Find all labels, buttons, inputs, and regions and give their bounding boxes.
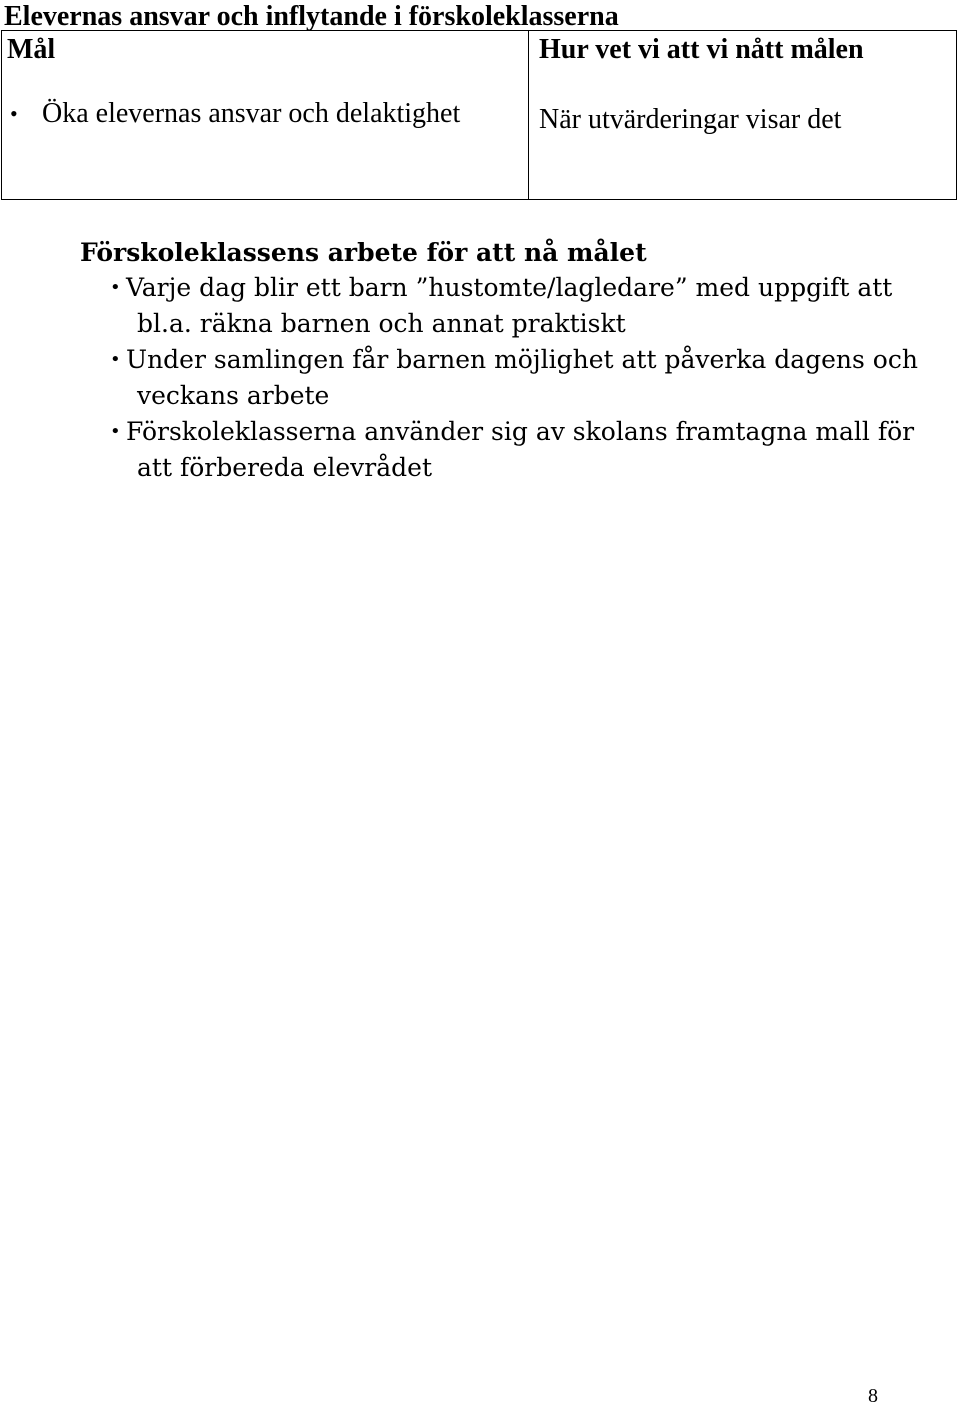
bullet-icon: • — [110, 421, 121, 442]
measure-text: När utvärderingar visar det — [539, 104, 842, 135]
list-item-text: Under samlingen får barnen möjlighet att påverka dagens och veckans arbete — [126, 345, 918, 410]
goal-cell — [2, 31, 529, 199]
work-section-title: Förskoleklassens arbete för att nå målet — [80, 238, 647, 267]
list-item-text: Förskoleklasserna använder sig av skolans framtagna mall för att förbereda elevrådet — [126, 417, 915, 482]
list-item — [80, 270, 940, 342]
bullet-icon: • — [110, 277, 121, 298]
goals-table — [1, 30, 957, 200]
goal-item-text: Öka elevernas ansvar och delaktighet — [42, 98, 461, 129]
page-number: 8 — [868, 1385, 878, 1407]
list-item — [80, 342, 940, 414]
goal-item — [10, 96, 462, 132]
list-item-text: Varje dag blir ett barn ”hustomte/lagledare” med uppgift att bl.a. räkna barnen och annat praktiskt — [126, 273, 893, 338]
work-section — [80, 236, 940, 486]
list-item — [80, 414, 940, 486]
measure-header: Hur vet vi att vi nått målen — [539, 34, 864, 65]
goal-header: Mål — [7, 34, 56, 65]
bullet-icon: • — [10, 101, 18, 126]
measure-cell — [529, 31, 956, 199]
work-list — [80, 270, 940, 486]
bullet-icon: • — [110, 349, 121, 370]
page-heading: Elevernas ansvar och inflytande i förskoleklasserna — [4, 1, 619, 32]
